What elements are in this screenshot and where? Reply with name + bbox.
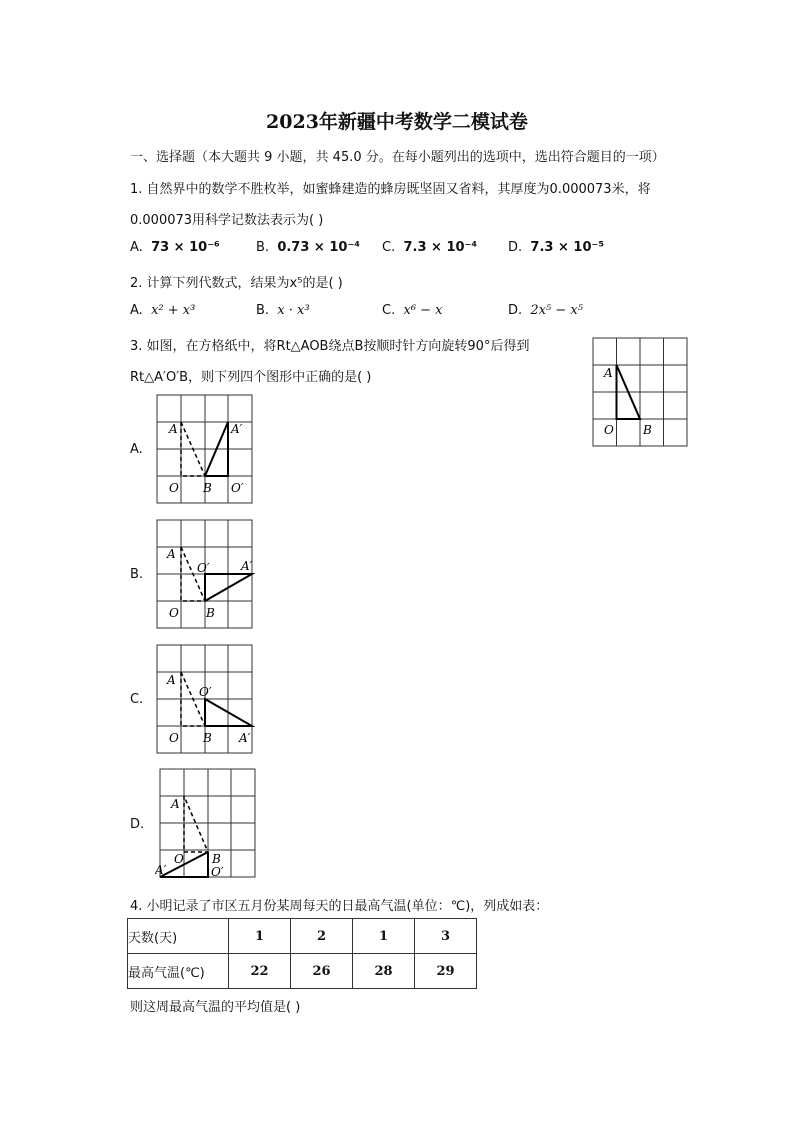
table-cell: 2: [291, 919, 353, 954]
point-o-prime-label: O′: [231, 481, 244, 495]
section-heading: 一、选择题（本大题共 9 小题，共 45.0 分。在每小题列出的选项中，选出符合题目的一项）: [130, 150, 665, 165]
point-b-label: B: [206, 606, 215, 620]
q3-option-c-figure[interactable]: [155, 644, 255, 756]
option-value: x² + x³: [151, 303, 196, 318]
q3-option-b-label[interactable]: B.: [130, 567, 144, 582]
option-value: x⁶ − x: [403, 303, 443, 318]
table-cell: 3: [415, 919, 477, 954]
point-o-prime-label: O′: [197, 561, 210, 575]
point-a-prime-label: A′: [239, 731, 251, 745]
table-cell: 28: [353, 954, 415, 989]
point-o-prime-label: O′: [211, 865, 224, 879]
option-label: A.: [130, 303, 143, 318]
option-value: 7.3 × 10⁻⁴: [403, 240, 478, 255]
table-cell: 26: [291, 954, 353, 989]
table-row-header: 天数(天): [128, 919, 229, 954]
temperature-table: [127, 918, 477, 989]
point-a-label: A: [171, 797, 180, 811]
table-row-header: 最高气温(℃): [128, 954, 229, 989]
option-label: B.: [256, 303, 270, 318]
point-a-label: A: [167, 547, 176, 561]
point-o-prime-label: O′: [199, 685, 212, 699]
q3-reference-figure: [590, 336, 690, 448]
point-a-prime-label: A′: [241, 559, 253, 573]
point-a-label: A: [604, 366, 613, 380]
option-value: 73 × 10⁻⁶: [151, 240, 220, 255]
original-triangle: [184, 796, 208, 852]
point-a-prime-label: A′: [231, 422, 243, 436]
option-value: 7.3 × 10⁻⁵: [530, 240, 605, 255]
table-cell: 22: [229, 954, 291, 989]
point-b-label: B: [643, 423, 652, 437]
option-value: 0.73 × 10⁻⁴: [277, 240, 360, 255]
q2-option-b[interactable]: [256, 303, 310, 318]
q3-option-b-figure[interactable]: [155, 519, 255, 631]
point-o-label: O: [169, 731, 179, 745]
table-cell: 1: [353, 919, 415, 954]
q1-option-c[interactable]: [382, 240, 477, 255]
point-a-label: A: [167, 673, 176, 687]
q1-option-d[interactable]: [508, 240, 604, 255]
q1-stem-line1: 1. 自然界中的数学不胜枚举，如蜜蜂建造的蜂房既坚固又省料，其厚度为0.000073米，将: [130, 182, 651, 197]
point-a-label: A: [169, 422, 178, 436]
table-row: [128, 954, 477, 989]
point-b-label: B: [212, 852, 221, 866]
q1-option-b[interactable]: [256, 240, 360, 255]
q3-option-c-label[interactable]: C.: [130, 692, 144, 707]
q2-option-a[interactable]: [130, 303, 195, 318]
option-label: C.: [382, 240, 396, 255]
q2-option-c[interactable]: [382, 303, 443, 318]
q3-option-a-label[interactable]: A.: [130, 442, 143, 457]
option-value: x · x³: [277, 303, 310, 318]
q4-stem: 4. 小明记录了市区五月份某周每天的日最高气温(单位：℃)，列成如表：: [130, 899, 549, 914]
point-o-label: O: [169, 606, 179, 620]
page-title: 2023年新疆中考数学二模试卷: [266, 111, 528, 133]
option-label: C.: [382, 303, 396, 318]
q4-question: 则这周最高气温的平均值是( ): [130, 1000, 301, 1015]
option-label: A.: [130, 240, 143, 255]
table-cell: 1: [229, 919, 291, 954]
option-label: D.: [508, 303, 523, 318]
point-a-prime-label: A′: [155, 863, 167, 877]
q1-option-a[interactable]: [130, 240, 220, 255]
q3-option-d-label[interactable]: D.: [130, 817, 145, 832]
q2-stem: 2. 计算下列代数式，结果为x⁵的是( ): [130, 276, 343, 291]
point-o-label: O: [169, 481, 179, 495]
table-cell: 29: [415, 954, 477, 989]
point-b-label: B: [203, 481, 212, 495]
q2-option-d[interactable]: [508, 303, 583, 318]
point-b-label: B: [203, 731, 212, 745]
option-label: B.: [256, 240, 270, 255]
table-row: [128, 919, 477, 954]
q3-stem-line1: 3. 如图，在方格纸中，将Rt△AOB绕点B按顺时针方向旋转90°后得到: [130, 339, 530, 354]
option-label: D.: [508, 240, 523, 255]
q3-option-a-figure[interactable]: [155, 394, 255, 506]
option-value: 2x⁵ − x⁵: [530, 303, 583, 318]
q3-stem-line2: Rt△A′O′B，则下列四个图形中正确的是( ): [130, 370, 372, 385]
point-o-label: O: [604, 423, 614, 437]
q1-stem-line2: 0.000073用科学记数法表示为( ): [130, 213, 324, 228]
point-o-label: O: [174, 852, 184, 866]
q3-option-d-figure[interactable]: [155, 768, 259, 882]
